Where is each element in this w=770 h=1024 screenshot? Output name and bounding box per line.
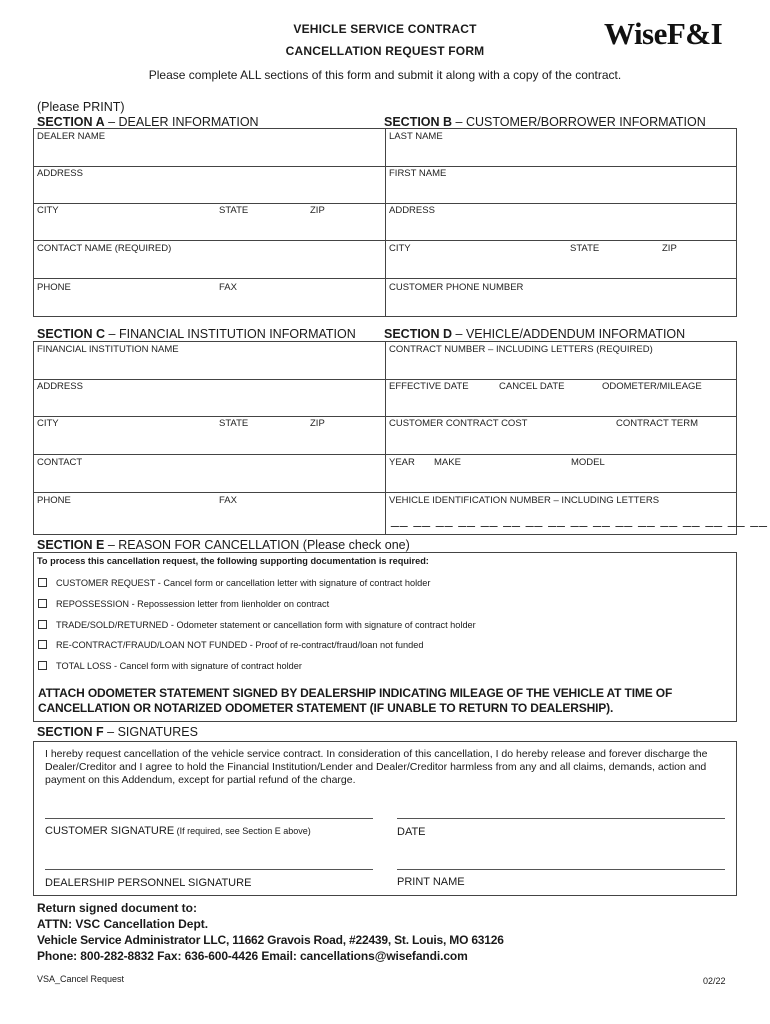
- form-id: VSA_Cancel Request: [37, 974, 125, 984]
- vehicle-model-field[interactable]: MODEL: [571, 457, 605, 468]
- section-e-heading: SECTION E – REASON FOR CANCELLATION (Please check one): [37, 538, 410, 552]
- checkbox-repossession[interactable]: [38, 599, 47, 608]
- cd-row-line: [33, 454, 737, 455]
- attach-notice-line1: ATTACH ODOMETER STATEMENT SIGNED BY DEALERSHIP INDICATING MILEAGE OF THE VEHICLE AT TIME OF: [38, 686, 673, 700]
- dealer-address-field[interactable]: ADDRESS: [37, 168, 83, 179]
- dealership-signature-line[interactable]: [45, 869, 373, 870]
- customer-zip-field[interactable]: ZIP: [662, 243, 677, 254]
- customer-phone-field[interactable]: CUSTOMER PHONE NUMBER: [389, 282, 524, 293]
- cd-row-line: [33, 492, 737, 493]
- dealer-fax-field[interactable]: FAX: [219, 282, 237, 293]
- vin-blanks[interactable]: __ __ __ __ __ __ __ __ __ __ __ __ __ __ __ __ __: [391, 511, 768, 527]
- customer-signature-label: CUSTOMER SIGNATURE (If required, see Section E above): [45, 825, 311, 837]
- section-f-heading: SECTION F – SIGNATURES: [37, 725, 198, 739]
- vehicle-make-field[interactable]: MAKE: [434, 457, 461, 468]
- section-d-heading: SECTION D – VEHICLE/ADDENDUM INFORMATION: [384, 327, 686, 341]
- section-cd-divider: [385, 341, 386, 535]
- ab-row-line: [33, 240, 737, 241]
- section-b-heading: SECTION B – CUSTOMER/BORROWER INFORMATION: [384, 115, 706, 129]
- fi-city-field[interactable]: CITY: [37, 418, 59, 429]
- dealer-name-field[interactable]: DEALER NAME: [37, 131, 106, 142]
- contract-term-field[interactable]: CONTRACT TERM: [616, 418, 698, 429]
- fi-address-field[interactable]: ADDRESS: [37, 381, 83, 392]
- fi-fax-field[interactable]: FAX: [219, 495, 237, 506]
- customer-address-field[interactable]: ADDRESS: [389, 205, 435, 216]
- return-contact[interactable]: Phone: 800-282-8832 Fax: 636-600-4426 Email: cancellations@wisefandi.com: [37, 949, 468, 963]
- fi-zip-field[interactable]: ZIP: [310, 418, 325, 429]
- attach-notice-line2: CANCELLATION OR NOTARIZED ODOMETER STATEMENT (IF UNABLE TO RETURN TO DEALERSHIP).: [38, 701, 614, 715]
- effective-date-field[interactable]: EFFECTIVE DATE: [389, 381, 469, 392]
- checkbox-total-loss[interactable]: [38, 661, 47, 670]
- return-line2: ATTN: VSC Cancellation Dept.: [37, 917, 209, 931]
- cd-row-line: [33, 416, 737, 417]
- customer-last-name-field[interactable]: LAST NAME: [389, 131, 443, 142]
- print-name-line[interactable]: [397, 869, 725, 870]
- dealer-city-field[interactable]: CITY: [37, 205, 59, 216]
- print-name-label: PRINT NAME: [397, 876, 465, 888]
- ab-row-line: [33, 166, 737, 167]
- section-a-heading: SECTION A – DEALER INFORMATION: [37, 115, 259, 129]
- checkbox-customer-request[interactable]: [38, 578, 47, 587]
- dealer-contact-field[interactable]: CONTACT NAME (REQUIRED): [37, 243, 172, 254]
- fi-phone-field[interactable]: PHONE: [37, 495, 71, 506]
- return-address: Vehicle Service Administrator LLC, 11662 Gravois Road, #22439, St. Louis, MO 63126: [37, 933, 504, 947]
- option-customer-request: CUSTOMER REQUEST - Cancel form or cancellation letter with signature of contract holder: [56, 578, 431, 588]
- section-e-note: To process this cancellation request, the following supporting documentation is required:: [37, 556, 429, 566]
- option-trade-sold-returned: TRADE/SOLD/RETURNED - Odometer statement or cancellation form with signature of contract holder: [56, 620, 476, 630]
- ab-row-line: [33, 278, 737, 279]
- dealer-phone-field[interactable]: PHONE: [37, 282, 71, 293]
- return-line1: Return signed document to:: [37, 901, 197, 915]
- option-recontract-fraud: RE-CONTRACT/FRAUD/LOAN NOT FUNDED - Proof of re-contract/fraud/loan not funded: [56, 640, 424, 650]
- option-total-loss: TOTAL LOSS - Cancel form with signature of contract holder: [56, 661, 302, 671]
- odometer-field[interactable]: ODOMETER/MILEAGE: [602, 381, 702, 392]
- date-label: DATE: [397, 826, 426, 838]
- checkbox-recontract-fraud[interactable]: [38, 640, 47, 649]
- release-paragraph: I hereby request cancellation of the vehicle service contract. In consideration of this cancellation, I do hereby release and forever discharge the Dealer/Creditor and I agree to hold the Financial Institution/Lender and Dealer/Creditor harmless from any and all claims, demands, action and payment on this Addendum, except for partial refund of the charge.: [45, 748, 708, 786]
- instructions: Please complete ALL sections of this form and submit it along with a copy of the contract.: [148, 68, 622, 82]
- dealer-state-field[interactable]: STATE: [219, 205, 249, 216]
- option-repossession: REPOSSESSION - Repossession letter from lienholder on contract: [56, 599, 330, 609]
- vin-field[interactable]: VEHICLE IDENTIFICATION NUMBER – INCLUDING LETTERS: [389, 495, 660, 506]
- section-ab-divider: [385, 128, 386, 317]
- form-title-line1: VEHICLE SERVICE CONTRACT: [293, 22, 477, 36]
- dealer-zip-field[interactable]: ZIP: [310, 205, 325, 216]
- wisefi-logo: WiseF&I: [604, 16, 723, 51]
- section-c-heading: SECTION C – FINANCIAL INSTITUTION INFORMATION: [37, 327, 356, 341]
- fi-state-field[interactable]: STATE: [219, 418, 249, 429]
- customer-first-name-field[interactable]: FIRST NAME: [389, 168, 447, 179]
- customer-city-field[interactable]: CITY: [389, 243, 411, 254]
- form-version: 02/22: [703, 976, 726, 986]
- checkbox-trade-sold-returned[interactable]: [38, 620, 47, 629]
- ab-row-line: [33, 203, 737, 204]
- date-line[interactable]: [397, 818, 725, 819]
- dealership-signature-label: DEALERSHIP PERSONNEL SIGNATURE: [45, 877, 252, 889]
- customer-state-field[interactable]: STATE: [570, 243, 600, 254]
- cancel-date-field[interactable]: CANCEL DATE: [499, 381, 565, 392]
- fi-name-field[interactable]: FINANCIAL INSTITUTION NAME: [37, 344, 179, 355]
- customer-signature-line[interactable]: [45, 818, 373, 819]
- fi-contact-field[interactable]: CONTACT: [37, 457, 83, 468]
- form-title-line2: CANCELLATION REQUEST FORM: [285, 44, 485, 58]
- contract-number-field[interactable]: CONTRACT NUMBER – INCLUDING LETTERS (REQUIRED): [389, 344, 653, 355]
- cd-row-line: [33, 379, 737, 380]
- contract-cost-field[interactable]: CUSTOMER CONTRACT COST: [389, 418, 528, 429]
- vehicle-year-field[interactable]: YEAR: [389, 457, 415, 468]
- print-note: (Please PRINT): [37, 100, 125, 114]
